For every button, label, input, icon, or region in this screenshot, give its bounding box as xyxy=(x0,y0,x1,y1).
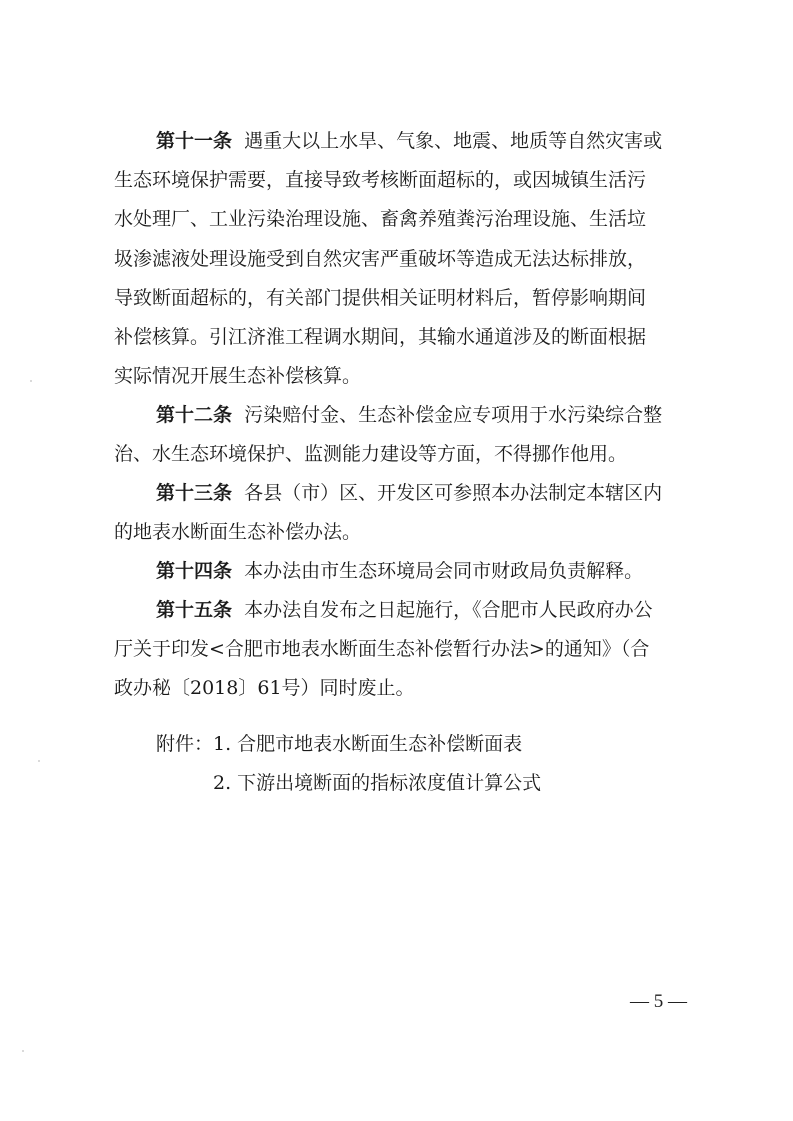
attachments-label: 附件： xyxy=(156,733,214,755)
article-14-text: 本办法由市生态环境局会同市财政局负责解释。 xyxy=(244,560,644,582)
article-13-line-1 xyxy=(156,479,677,507)
article-14-line-1 xyxy=(156,557,643,585)
scan-speck xyxy=(38,760,40,762)
article-15-line-1 xyxy=(156,596,677,624)
article-13-line-2: 的地表水断面生态补偿办法。 xyxy=(114,521,362,543)
article-15-line-3: 政办秘〔2018〕61号）同时废止。 xyxy=(114,677,415,699)
article-15-heading: 第十五条 xyxy=(156,599,233,621)
page-number: — 5 — xyxy=(630,991,687,1012)
article-11-line-7: 实际情况开展生态补偿核算。 xyxy=(114,365,362,387)
article-12-line-1 xyxy=(156,401,677,429)
article-11-heading: 第十一条 xyxy=(156,130,233,152)
article-14-heading: 第十四条 xyxy=(156,560,233,582)
article-11-line-3: 水处理厂、工业污染治理设施、畜禽养殖粪污治理设施、生活垃 xyxy=(114,208,647,230)
article-11-text: 遇重大以上水旱、气象、地震、地质等自然灾害或 xyxy=(244,130,663,152)
article-15-line-2: 厅关于印发<合肥市地表水断面生态补偿暂行办法>的通知》（合 xyxy=(114,638,650,660)
article-11-line-1 xyxy=(156,127,677,155)
attachment-item-2: 2. 下游出境断面的指标浓度值计算公式 xyxy=(213,772,542,794)
article-12-heading: 第十二条 xyxy=(156,404,233,426)
attachment-item-1: 1. 合肥市地表水断面生态补偿断面表 xyxy=(213,733,523,755)
article-13-text: 各县（市）区、开发区可参照本办法制定本辖区内 xyxy=(244,482,663,504)
scan-speck xyxy=(30,380,32,382)
article-11-line-6: 补偿核算。引江济淮工程调水期间，其输水通道涉及的断面根据 xyxy=(114,326,647,348)
article-12-line-2: 治、水生态环境保护、监测能力建设等方面，不得挪作他用。 xyxy=(114,443,628,465)
article-15-text: 本办法自发布之日起施行，《合肥市人民政府办公 xyxy=(244,599,653,621)
article-11-line-2: 生态环境保护需要，直接导致考核断面超标的，或因城镇生活污 xyxy=(114,169,647,191)
article-12-text: 污染赔付金、生态补偿金应专项用于水污染综合整 xyxy=(244,404,663,426)
article-11-line-4: 圾渗滤液处理设施受到自然灾害严重破坏等造成无法达标排放， xyxy=(114,248,647,270)
article-13-heading: 第十三条 xyxy=(156,482,233,504)
article-11-line-5: 导致断面超标的，有关部门提供相关证明材料后，暂停影响期间 xyxy=(114,287,647,309)
scan-speck xyxy=(22,1050,24,1052)
